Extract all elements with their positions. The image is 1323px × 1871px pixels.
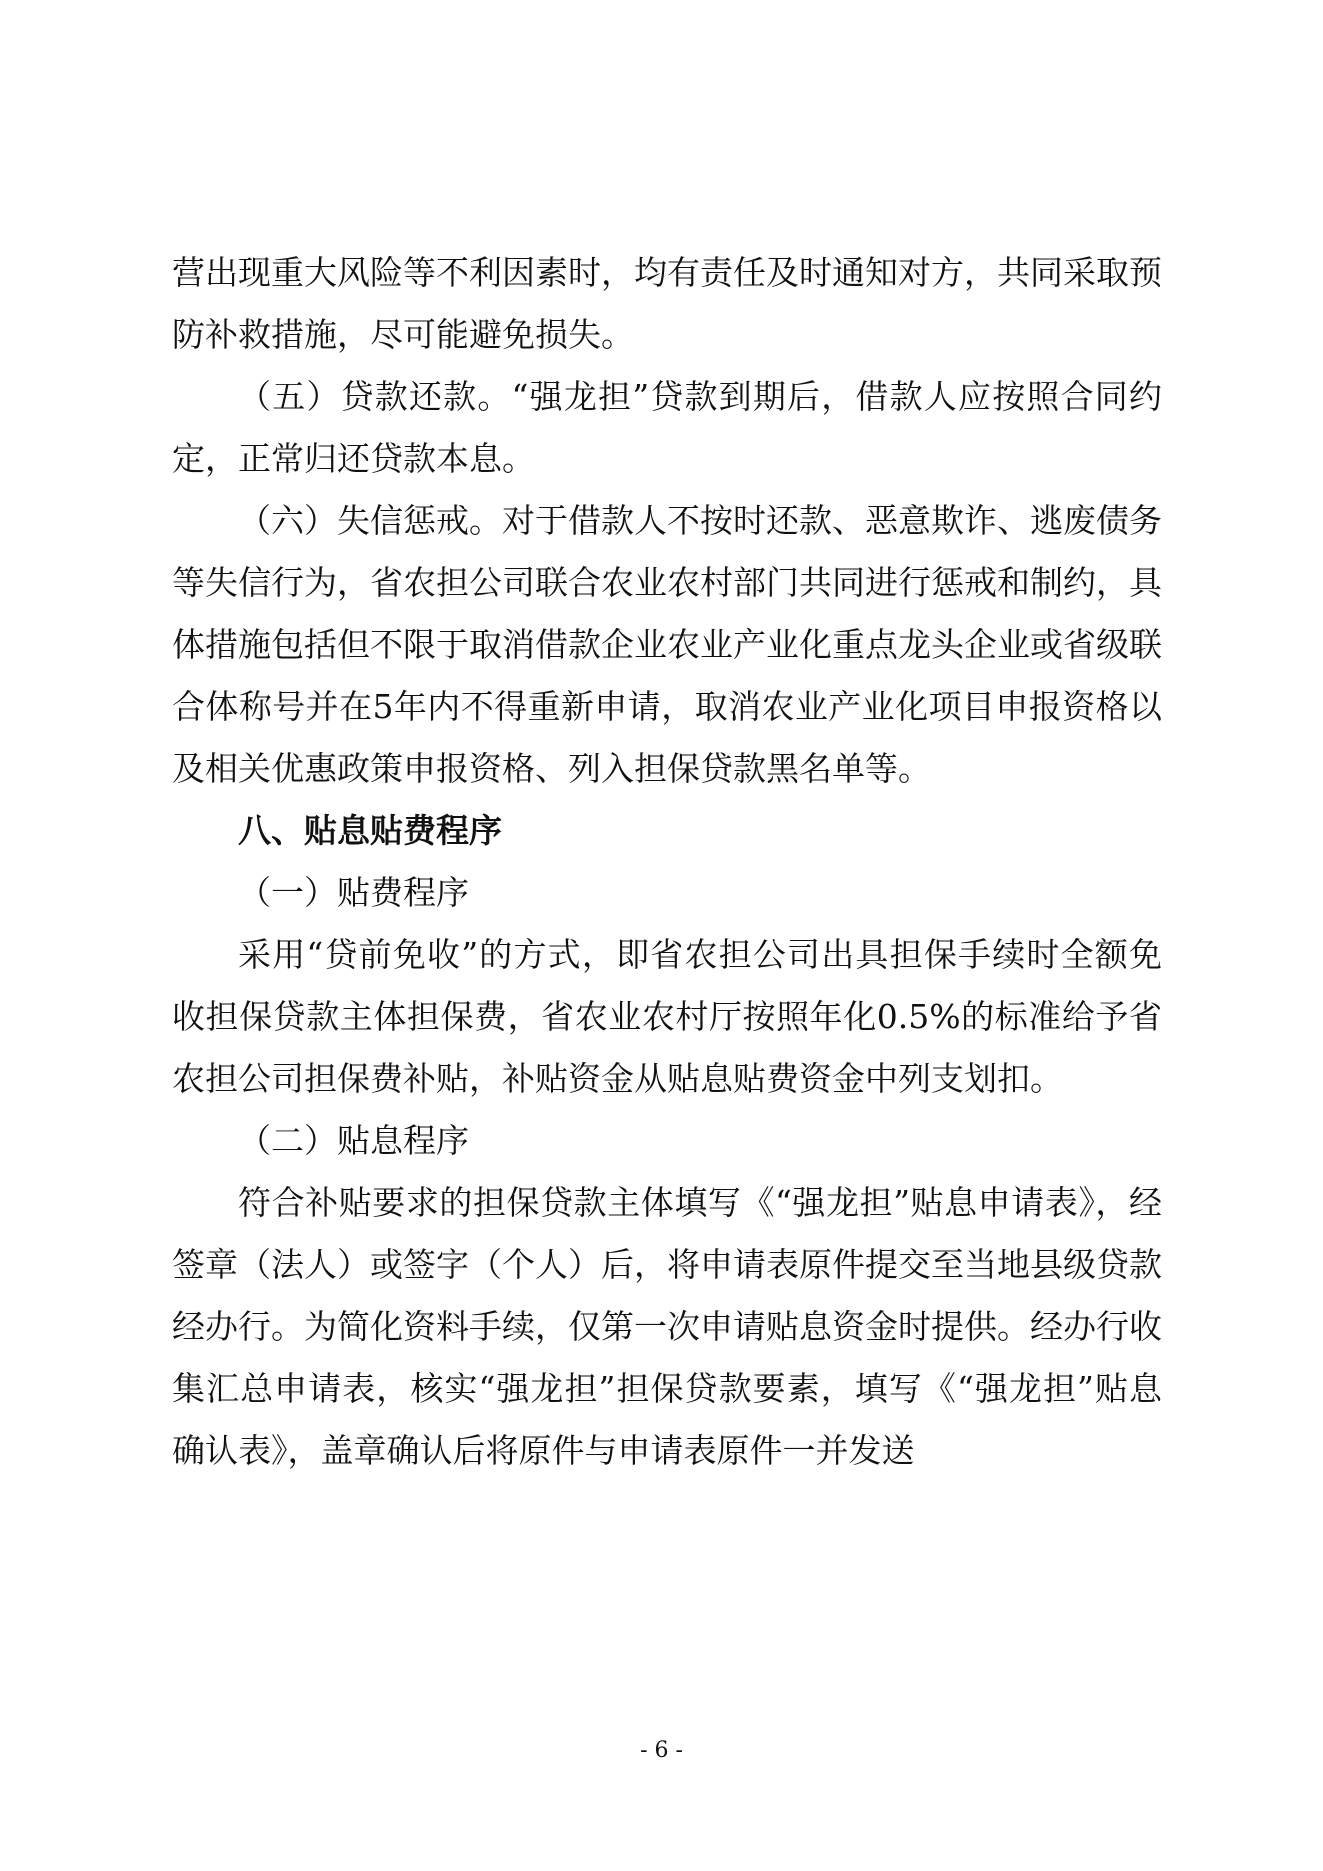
paragraph-loan-repayment: （五）贷款还款。“强龙担”贷款到期后，借款人应按照合同约定，正常归还贷款本息。: [172, 377, 1162, 478]
paragraph-credit-punishment: （六）失信惩戒。对于借款人不按时还款、恶意欺诈、逃废债务等失信行为，省农担公司联合农业农村部门共同进行惩戒和制约，具体措施包括但不限于取消借款企业农业产业化重点龙头企业或省级联合体称号并在5年内不得重新申请，取消农业产业化项目申报资格以及相关优惠政策申报资格、列入担保贷款黑名单等。: [172, 501, 1162, 788]
paragraph-interest-procedure: 符合补贴要求的担保贷款主体填写《“强龙担”贴息申请表》，经签章（法人）或签字（个人）后，将申请表原件提交至当地县级贷款经办行。为简化资料手续，仅第一次申请贴息资金时提供。经办行收集汇总申请表，核实“强龙担”担保贷款要素，填写《“强龙担”贴息确认表》，盖章确认后将原件与申请表原件一并发送: [172, 1183, 1162, 1470]
page-number: - 6 -: [640, 1738, 683, 1763]
section-heading: 八、贴息贴费程序: [238, 811, 502, 850]
subheading-interest-procedure: （二）贴息程序: [238, 1121, 469, 1160]
paragraph-continuation: 营出现重大风险等不利因素时，均有责任及时通知对方，共同采取预防补救措施，尽可能避免损失。: [172, 253, 1162, 354]
document-body: [172, 242, 1162, 1482]
subheading-fee-procedure: （一）贴费程序: [238, 873, 469, 912]
paragraph-fee-procedure: 采用“贷前免收”的方式，即省农担公司出具担保手续时全额免收担保贷款主体担保费，省农业农村厅按照年化0.5%的标准给予省农担公司担保费补贴，补贴资金从贴息贴费资金中列支划扣。: [172, 935, 1162, 1098]
